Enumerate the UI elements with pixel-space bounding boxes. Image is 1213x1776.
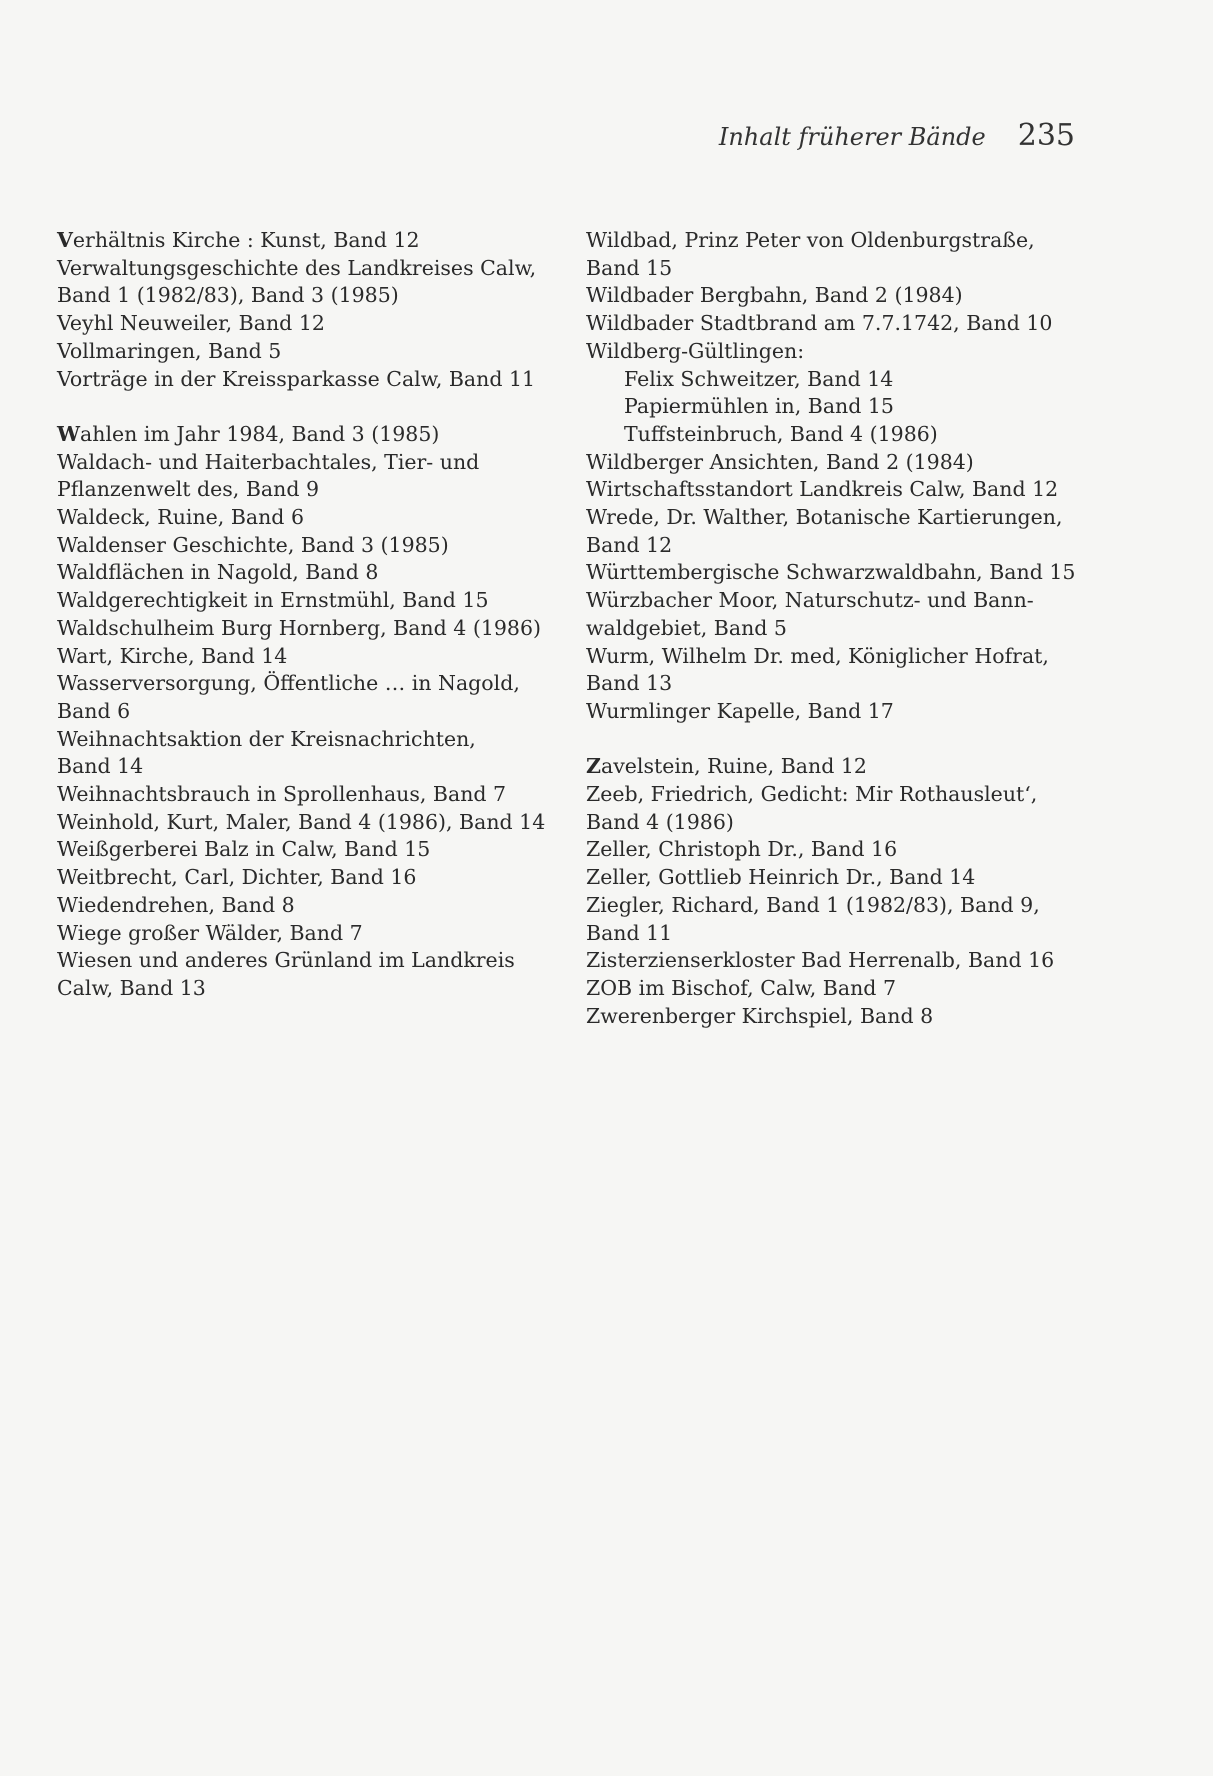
index-entry: Wiesen und anderes Grünland im Landkreis bbox=[57, 948, 515, 973]
index-entry: Vollmaringen, Band 5 bbox=[57, 338, 282, 363]
section-initial: W bbox=[57, 421, 81, 446]
index-entry: Wasserversorgung, Öffentliche … in Nagold, bbox=[57, 671, 520, 696]
index-entry: waldgebiet, Band 5 bbox=[586, 615, 787, 640]
section-initial: Z bbox=[586, 754, 601, 779]
index-entry: Band 15 bbox=[586, 255, 673, 280]
section-gap bbox=[586, 726, 1086, 754]
index-entry: Band 12 bbox=[586, 532, 673, 557]
index-entry: Wildbader Bergbahn, Band 2 (1984) bbox=[586, 283, 963, 308]
index-entry: Ziegler, Richard, Band 1 (1982/83), Band 9, bbox=[586, 892, 1040, 917]
index-entry: Vorträge in der Kreissparkasse Calw, Band 11 bbox=[57, 366, 536, 391]
index-entry: Waldeck, Ruine, Band 6 bbox=[57, 505, 304, 530]
index-entry: Veyhl Neuweiler, Band 12 bbox=[57, 311, 325, 336]
index-entry: Zeller, Gottlieb Heinrich Dr., Band 14 bbox=[586, 865, 976, 890]
running-header bbox=[719, 118, 1075, 153]
index-entry: Band 6 bbox=[57, 698, 131, 723]
index-entry: Wiege großer Wälder, Band 7 bbox=[57, 920, 363, 945]
index-subentry: Felix Schweitzer, Band 14 bbox=[624, 366, 894, 391]
index-entry: Pflanzenwelt des, Band 9 bbox=[57, 477, 319, 502]
index-entry: Wildberger Ansichten, Band 2 (1984) bbox=[586, 449, 974, 474]
entry-text: ahlen im Jahr 1984, Band 3 (1985) bbox=[80, 421, 440, 446]
index-entry: Weihnachtsbrauch in Sprollenhaus, Band 7 bbox=[57, 782, 507, 807]
index-entry: Waldflächen in Nagold, Band 8 bbox=[57, 560, 379, 585]
index-entry: Band 14 bbox=[57, 754, 144, 779]
index-entry bbox=[57, 421, 557, 449]
index-entry: Waldenser Geschichte, Band 3 (1985) bbox=[57, 532, 449, 557]
index-entry: Wildbader Stadtbrand am 7.7.1742, Band 10 bbox=[586, 311, 1053, 336]
header-title: Inhalt früherer Bände bbox=[718, 123, 986, 151]
index-entry: Zeller, Christoph Dr., Band 16 bbox=[586, 837, 898, 862]
index-entry: Wildberg-Gültlingen: bbox=[586, 338, 805, 363]
index-entry: Wiedendrehen, Band 8 bbox=[57, 892, 295, 917]
index-entry: Wurm, Wilhelm Dr. med, Königlicher Hofrat, bbox=[586, 643, 1049, 668]
index-entry: Wrede, Dr. Walther, Botanische Kartierungen, bbox=[586, 505, 1063, 530]
index-entry: Band 4 (1986) bbox=[586, 809, 734, 834]
index-entry: Weißgerberei Balz in Calw, Band 15 bbox=[57, 837, 431, 862]
index-subentry: Papiermühlen in, Band 15 bbox=[624, 394, 894, 419]
index-entry bbox=[586, 753, 1086, 781]
index-entry: Zeeb, Friedrich, Gedicht: Mir Rothausleut‘, bbox=[586, 782, 1038, 807]
index-entry: Band 1 (1982/83), Band 3 (1985) bbox=[57, 283, 399, 308]
index-entry: Waldach- und Haiterbachtales, Tier- und bbox=[57, 449, 480, 474]
index-entry: Zwerenberger Kirchspiel, Band 8 bbox=[586, 1003, 934, 1028]
index-entry: Zisterzienserkloster Bad Herrenalb, Band 16 bbox=[586, 948, 1055, 973]
index-entry: Württembergische Schwarzwaldbahn, Band 15 bbox=[586, 560, 1076, 585]
index-entry: Weihnachtsaktion der Kreisnachrichten, bbox=[57, 726, 476, 751]
section-initial: V bbox=[57, 228, 73, 252]
entry-text: erhältnis Kirche : Kunst, Band 12 bbox=[72, 228, 420, 252]
index-entry: Würzbacher Moor, Naturschutz- und Bann- bbox=[586, 588, 1034, 613]
page-number: 235 bbox=[1017, 118, 1075, 153]
index-entry: Band 11 bbox=[586, 920, 673, 945]
index-entry: Wart, Kirche, Band 14 bbox=[57, 643, 288, 668]
index-entry: Weitbrecht, Carl, Dichter, Band 16 bbox=[57, 865, 417, 890]
index-entry: Waldschulheim Burg Hornberg, Band 4 (1986) bbox=[57, 615, 541, 640]
index-column-left bbox=[57, 227, 557, 1003]
index-entry bbox=[57, 227, 557, 255]
index-entry: Wirtschaftsstandort Landkreis Calw, Band 12 bbox=[586, 477, 1059, 502]
index-entry: Wurmlinger Kapelle, Band 17 bbox=[586, 698, 894, 723]
index-entry: Calw, Band 13 bbox=[57, 975, 206, 1000]
entry-text: avelstein, Ruine, Band 12 bbox=[600, 754, 867, 779]
index-column-right bbox=[586, 227, 1086, 1030]
index-entry: Waldgerechtigkeit in Ernstmühl, Band 15 bbox=[57, 588, 489, 613]
index-entry: Wildbad, Prinz Peter von Oldenburgstraße, bbox=[586, 228, 1035, 252]
index-entry: Verwaltungsgeschichte des Landkreises Calw, bbox=[57, 255, 537, 280]
index-subentry: Tuffsteinbruch, Band 4 (1986) bbox=[624, 421, 938, 446]
index-entry: Weinhold, Kurt, Maler, Band 4 (1986), Band 14 bbox=[57, 809, 546, 834]
index-entry: ZOB im Bischof, Calw, Band 7 bbox=[586, 975, 896, 1000]
index-entry: Band 13 bbox=[586, 671, 673, 696]
section-gap bbox=[57, 393, 557, 421]
